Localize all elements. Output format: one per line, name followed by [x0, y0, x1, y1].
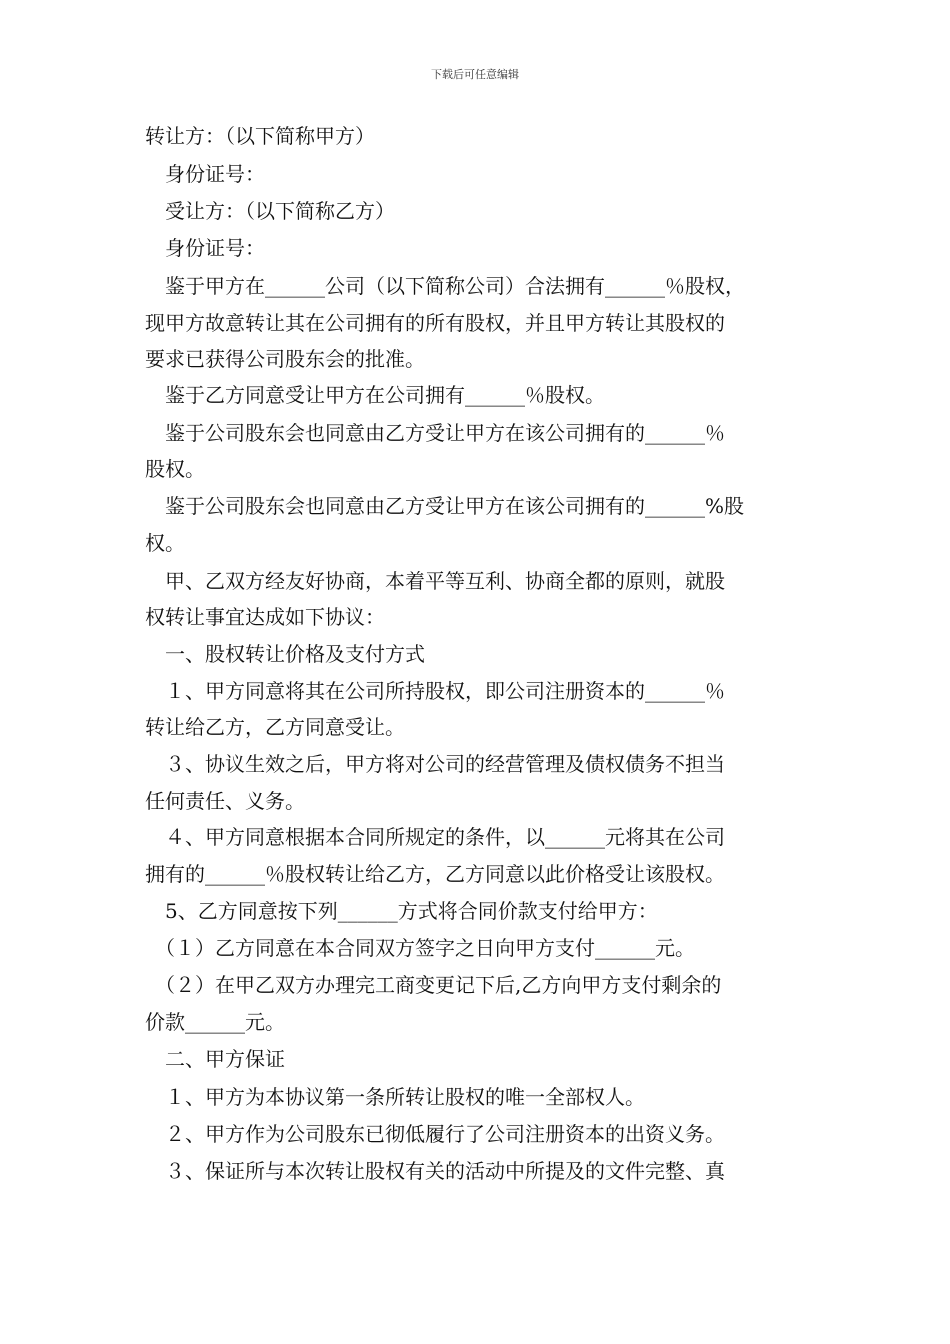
- text-line: （１）乙方同意在本合同双方签字之日向甲方支付______元。: [145, 936, 695, 960]
- text-line: 身份证号：: [145, 236, 265, 260]
- text-line: １、甲方为本协议第一条所转让股权的唯一全部权人。: [145, 1085, 645, 1109]
- text-line: 任何责任、义务。: [145, 789, 305, 813]
- text-line: 5、乙方同意按下列______方式将合同价款支付给甲方：: [145, 899, 658, 923]
- text-line: ３、协议生效之后，甲方将对公司的经营管理及债权债务不担当: [145, 752, 725, 776]
- text-line: 权转让事宜达成如下协议：: [145, 605, 385, 629]
- text-line: 甲、乙双方经友好协商，本着平等互利、协商全都的原则，就股: [145, 569, 725, 593]
- text-line: 鉴于甲方在______公司（以下简称公司）合法拥有______％股权，: [145, 274, 745, 298]
- section-heading: 一、股权转让价格及支付方式: [145, 642, 425, 666]
- text-line: 鉴于公司股东会也同意由乙方受让甲方在该公司拥有的______%股: [145, 494, 745, 518]
- text-line: ４、甲方同意根据本合同所规定的条件，以______元将其在公司: [145, 825, 725, 849]
- text-line: 现甲方故意转让其在公司拥有的所有股权，并且甲方转让其股权的: [145, 311, 725, 335]
- text-line: ２、甲方作为公司股东已彻低履行了公司注册资本的出资义务。: [145, 1122, 725, 1146]
- text-line: 价款______元。: [145, 1010, 285, 1034]
- text-line: 要求已获得公司股东会的批准。: [145, 347, 425, 371]
- text-line: 身份证号：: [145, 162, 265, 186]
- text-line: 转让方：（以下简称甲方）: [145, 124, 375, 148]
- text-line: 受让方：（以下简称乙方）: [145, 199, 395, 223]
- text-line: 鉴于公司股东会也同意由乙方受让甲方在该公司拥有的______％: [145, 421, 725, 445]
- text-line: 股权。: [145, 457, 205, 481]
- text-line: 拥有的______％股权转让给乙方，乙方同意以此价格受让该股权。: [145, 862, 725, 886]
- text-line: 转让给乙方，乙方同意受让。: [145, 715, 405, 739]
- text-line: ３、保证所与本次转让股权有关的活动中所提及的文件完整、真: [145, 1159, 725, 1183]
- text-line: 权。: [145, 531, 185, 555]
- text-line: （２）在甲乙双方办理完工商变更记下后,乙方向甲方支付剩余的: [145, 973, 722, 997]
- text-line: １、甲方同意将其在公司所持股权，即公司注册资本的______％: [145, 679, 725, 703]
- page-header: 下载后可任意编辑: [431, 68, 519, 81]
- text-line: 鉴于乙方同意受让甲方在公司拥有______％股权。: [145, 383, 605, 407]
- section-heading: 二、甲方保证: [145, 1047, 285, 1071]
